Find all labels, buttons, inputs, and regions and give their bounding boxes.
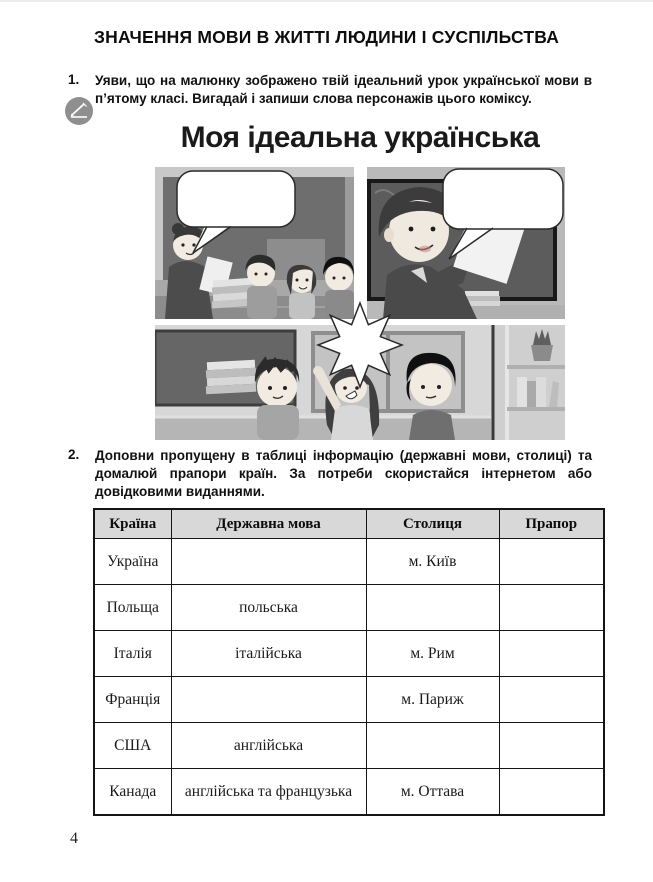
column-header-flag: Прапор xyxy=(499,509,604,539)
table-row xyxy=(94,769,604,816)
table-row xyxy=(94,723,604,769)
bookshelf xyxy=(491,325,565,440)
comic-panel-1 xyxy=(155,167,354,319)
comic-illustration xyxy=(155,167,565,440)
countries-table xyxy=(93,508,605,816)
cell-language: англійська xyxy=(171,723,366,769)
page-top-shadow xyxy=(0,0,653,2)
cell-flag xyxy=(499,631,604,677)
column-header-language: Державна мова xyxy=(171,509,366,539)
task-2-text: Доповни пропущену в таблиці інформацію (державні мови, столиці) та домалюй прапори країн. За потреби скористайся інтернетом або довідковими виданнями. xyxy=(95,448,592,499)
task-1-number: 1. xyxy=(68,72,80,87)
page-number: 4 xyxy=(70,830,78,847)
cell-country: Україна xyxy=(94,539,171,585)
cell-country: Канада xyxy=(94,769,171,816)
cell-language: англійська та французька xyxy=(171,769,366,816)
table-row xyxy=(94,585,604,631)
pupil-left xyxy=(255,359,299,440)
page-title: ЗНАЧЕННЯ МОВИ В ЖИТТІ ЛЮДИНИ І СУСПІЛЬСТВА xyxy=(93,27,560,47)
cell-capital xyxy=(366,723,499,769)
table-row xyxy=(94,539,604,585)
cell-flag xyxy=(499,723,604,769)
cell-flag xyxy=(499,769,604,816)
cell-flag xyxy=(499,539,604,585)
pupil-2 xyxy=(287,265,316,319)
starburst-bubble xyxy=(318,303,402,387)
task-1-text: Уяви, що на малюнку зображено твій ідеальний урок української мови в п’ятому класі. Вигадай і запиши слова персонажів цього коміксу. xyxy=(95,73,592,106)
book-stack-3 xyxy=(206,360,256,395)
cell-country: Франція xyxy=(94,677,171,723)
comic-title: Моя ідеальна українська xyxy=(180,121,540,154)
cell-capital: м. Оттава xyxy=(366,769,499,816)
table-header-row xyxy=(94,509,604,539)
cell-language xyxy=(171,539,366,585)
cell-flag xyxy=(499,677,604,723)
task-1 xyxy=(68,72,592,108)
table-row xyxy=(94,631,604,677)
column-header-country: Країна xyxy=(94,509,171,539)
cell-capital: м. Рим xyxy=(366,631,499,677)
cell-capital: м. Париж xyxy=(366,677,499,723)
cell-country: США xyxy=(94,723,171,769)
column-header-capital: Столиця xyxy=(366,509,499,539)
task-2 xyxy=(68,447,592,501)
cell-language: італійська xyxy=(171,631,366,677)
table-row xyxy=(94,677,604,723)
cell-capital: м. Київ xyxy=(366,539,499,585)
cell-flag xyxy=(499,585,604,631)
task-2-number: 2. xyxy=(68,447,80,462)
cell-language: польська xyxy=(171,585,366,631)
cell-language xyxy=(171,677,366,723)
comic-panel-2 xyxy=(367,167,565,319)
cell-country: Польща xyxy=(94,585,171,631)
cell-country: Італія xyxy=(94,631,171,677)
write-icon xyxy=(64,96,94,126)
pupil-right xyxy=(407,353,456,440)
cell-capital xyxy=(366,585,499,631)
